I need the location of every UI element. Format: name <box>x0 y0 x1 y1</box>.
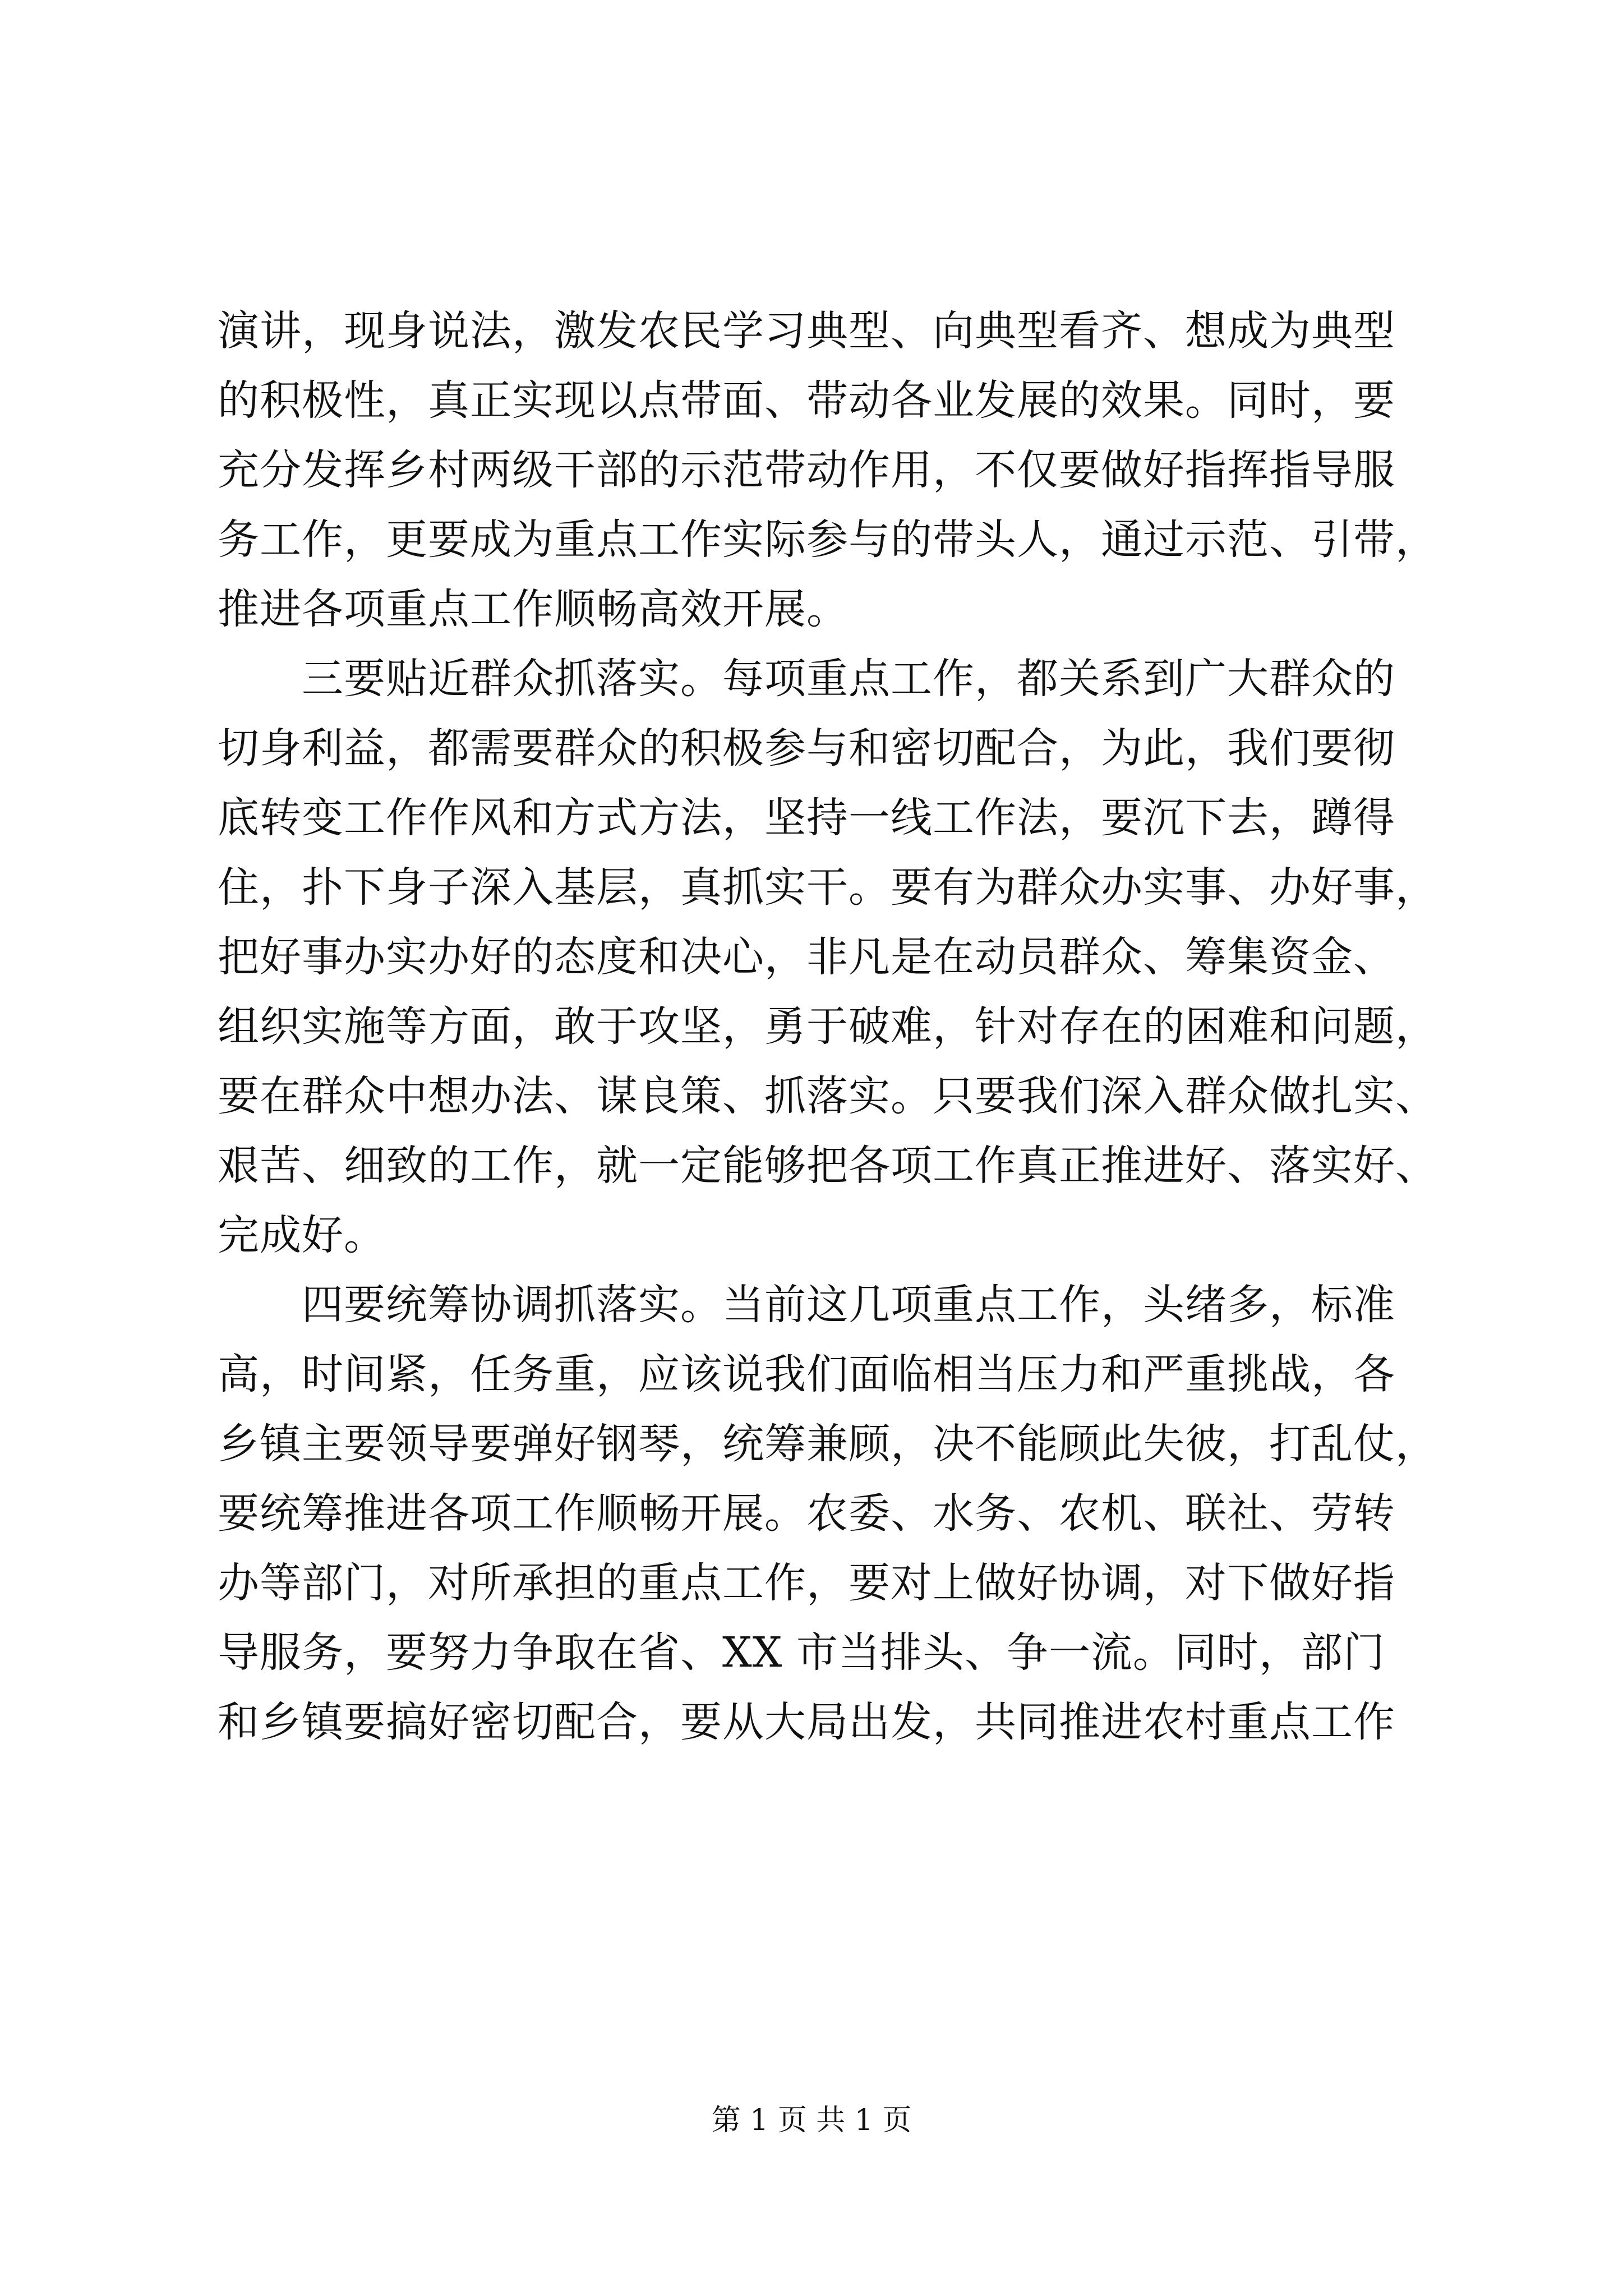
text-line: 充分发挥乡村两级干部的示范带动作用，不仅要做好指挥指导服 <box>218 446 1395 494</box>
document-body <box>218 296 1437 1757</box>
text-line: 办等部门，对所承担的重点工作，要对上做好协调，对下做好指 <box>218 1559 1395 1607</box>
text-line: 乡镇主要领导要弹好钢琴，统筹兼顾，决不能顾此失彼，打乱仗， <box>218 1420 1437 1468</box>
text-line: 底转变工作作风和方式方法，坚持一线工作法，要沉下去，蹲得 <box>218 794 1395 842</box>
text-line: 务工作，更要成为重点工作实际参与的带头人，通过示范、引带， <box>218 516 1437 564</box>
text-line: 住，扑下身子深入基层，真抓实干。要有为群众办实事、办好事， <box>218 863 1437 912</box>
text-line: 导服务，要努力争取在省、XX 市当排头、争一流。同时，部门 <box>218 1628 1385 1677</box>
page-footer <box>0 2101 1623 2140</box>
text-line: 和乡镇要搞好密切配合，要从大局出发，共同推进农村重点工作 <box>218 1698 1395 1746</box>
text-line: 的积极性，真正实现以点带面、带动各业发展的效果。同时，要 <box>218 376 1395 425</box>
text-line: 把好事办实办好的态度和决心，非凡是在动员群众、筹集资金、 <box>218 933 1395 981</box>
text-line: 艰苦、细致的工作，就一定能够把各项工作真正推进好、落实好、 <box>218 1142 1437 1190</box>
text-line: 推进各项重点工作顺畅高效开展。 <box>218 585 849 633</box>
page-number-label: 第 1 页 共 1 页 <box>711 2104 912 2137</box>
text-line: 完成好。 <box>218 1211 386 1259</box>
text-line: 要在群众中想办法、谋良策、抓落实。只要我们深入群众做扎实、 <box>218 1072 1437 1120</box>
text-line: 切身利益，都需要群众的积极参与和密切配合，为此，我们要彻 <box>218 724 1395 772</box>
text-line: 组织实施等方面，敢于攻坚，勇于破难，针对存在的困难和问题， <box>218 1002 1437 1051</box>
text-line: 高，时间紧，任务重，应该说我们面临相当压力和严重挑战，各 <box>218 1350 1395 1398</box>
paragraph-start-line: 三要贴近群众抓落实。每项重点工作，都关系到广大群众的 <box>218 655 1395 703</box>
paragraph-start-line: 四要统筹协调抓落实。当前这几项重点工作，头绪多，标准 <box>218 1281 1395 1329</box>
text-line: 演讲，现身说法，激发农民学习典型、向典型看齐、想成为典型 <box>218 307 1395 355</box>
text-line: 要统筹推进各项工作顺畅开展。农委、水务、农机、联社、劳转 <box>218 1489 1395 1538</box>
